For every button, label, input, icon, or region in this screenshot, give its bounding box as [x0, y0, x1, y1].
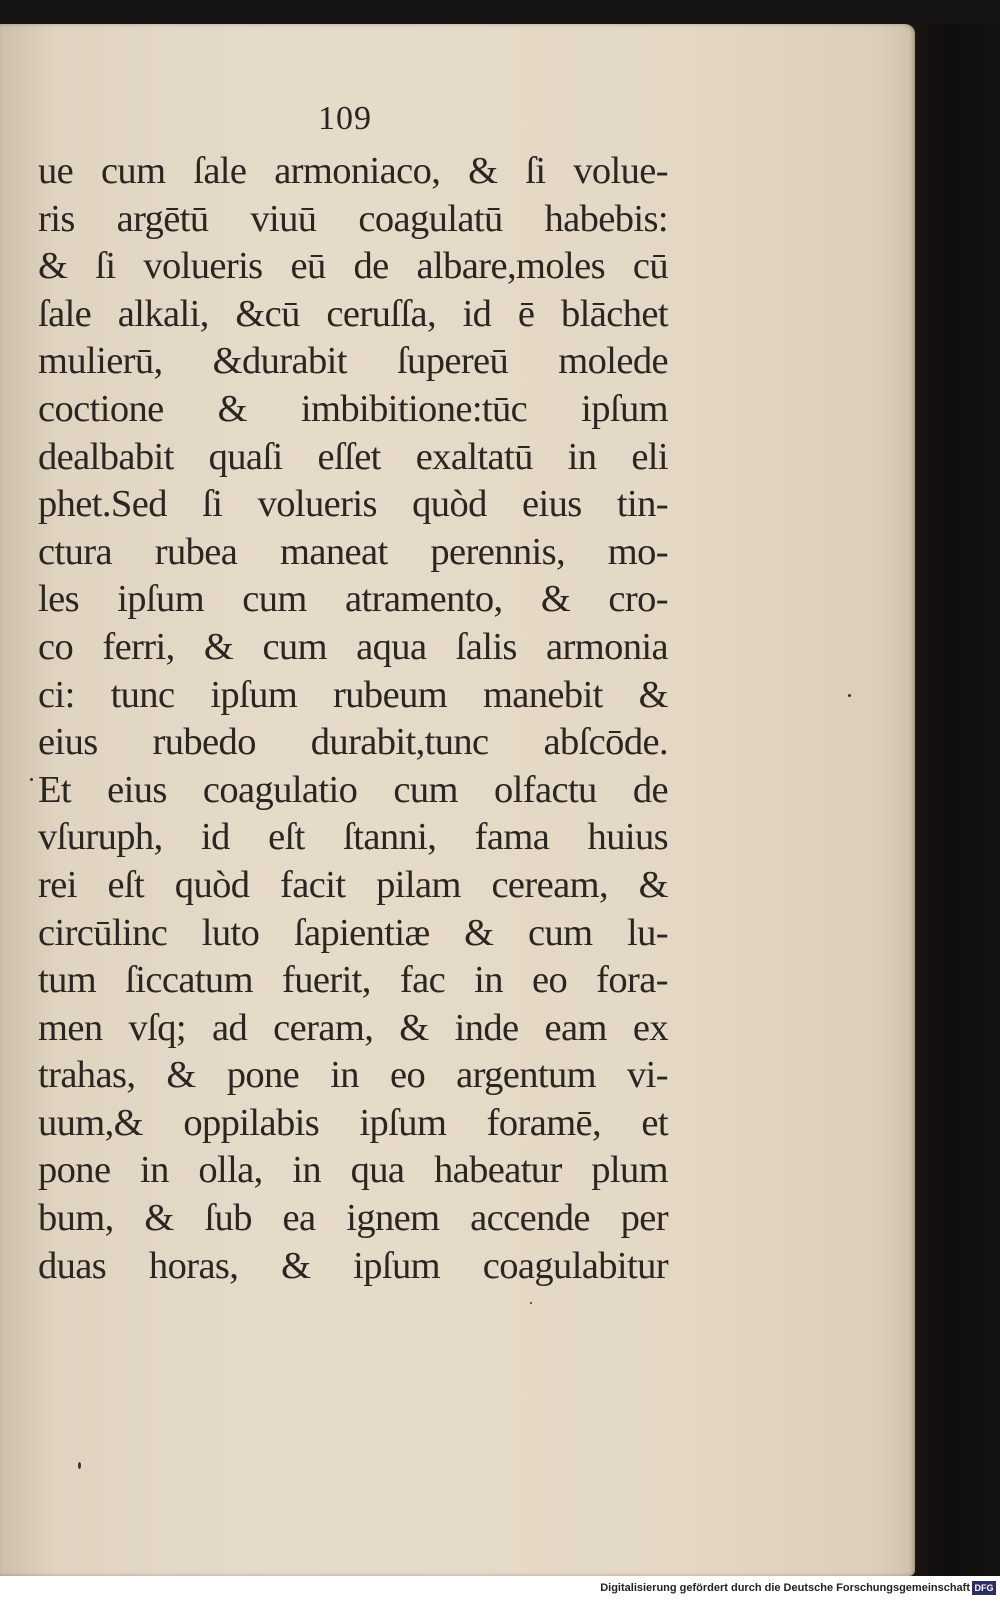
page-text — [38, 148, 668, 1290]
text-line: men vſq; ad ceram, & inde eam ex — [38, 1006, 668, 1049]
text-line: uum,& oppilabis ipſum foramē, et — [38, 1101, 668, 1144]
text-line: duas horas, & ipſum coagulabitur — [38, 1244, 668, 1287]
text-line: Et eius coagulatio cum olfactu de — [38, 768, 668, 811]
text-line: pone in olla, in qua habeatur plum — [38, 1149, 668, 1192]
dfg-logo: DFG — [972, 1581, 996, 1595]
footer-credit: Digitalisierung gefördert durch die Deutsche Forschungsgemeinschaft — [600, 1582, 970, 1594]
text-line: trahas, & pone in eo argentum vi- — [38, 1054, 668, 1097]
paper-speck — [30, 778, 33, 781]
text-line: circūlinc luto ſapientiæ & cum lu- — [38, 911, 668, 954]
text-line: & ſi volueris eū de albare,moles cū — [38, 245, 668, 288]
text-line: ctura rubea maneat perennis, mo- — [38, 530, 668, 573]
text-line: ci: tunc ipſum rubeum manebit & — [38, 673, 668, 716]
text-line: co ferri, & cum aqua ſalis armonia — [38, 625, 668, 668]
text-line: rei eſt quòd facit pilam ceream, & — [38, 863, 668, 906]
text-line: mulierū, &durabit ſupereū molede — [38, 340, 668, 383]
paper-speck — [848, 694, 851, 697]
scan-top-edge — [0, 0, 1000, 26]
text-line: vſuruph, id eſt ſtanni, fama huius — [38, 816, 668, 859]
text-line: ue cum ſale armoniaco, & ſi volue- — [38, 150, 668, 192]
text-line: bum, & ſub ea ignem accende per — [38, 1197, 668, 1240]
text-line: phet.Sed ſi volueris quòd eius tin- — [38, 483, 668, 526]
text-line: tum ſiccatum fuerit, fac in eo fora- — [38, 959, 668, 1002]
text-line: les ipſum cum atramento, & cro- — [38, 578, 668, 621]
text-line: coctione & imbibitione:tūc ipſum — [38, 387, 668, 430]
page-number: 109 — [318, 100, 372, 137]
text-line: eius rubedo durabit,tunc abſcōde. — [38, 721, 668, 764]
text-line: dealbabit quaſi eſſet exaltatū in eli — [38, 435, 668, 478]
text-line: ris argētū viuū coagulatū habebis: — [38, 197, 668, 240]
text-line: ſale alkali, &cū ceruſſa, id ē blāchet — [38, 292, 668, 335]
footer-bar — [0, 1576, 1000, 1602]
scan-right-background — [915, 24, 1000, 1576]
paper-speck — [530, 1302, 532, 1304]
paper-speck — [78, 1462, 81, 1469]
